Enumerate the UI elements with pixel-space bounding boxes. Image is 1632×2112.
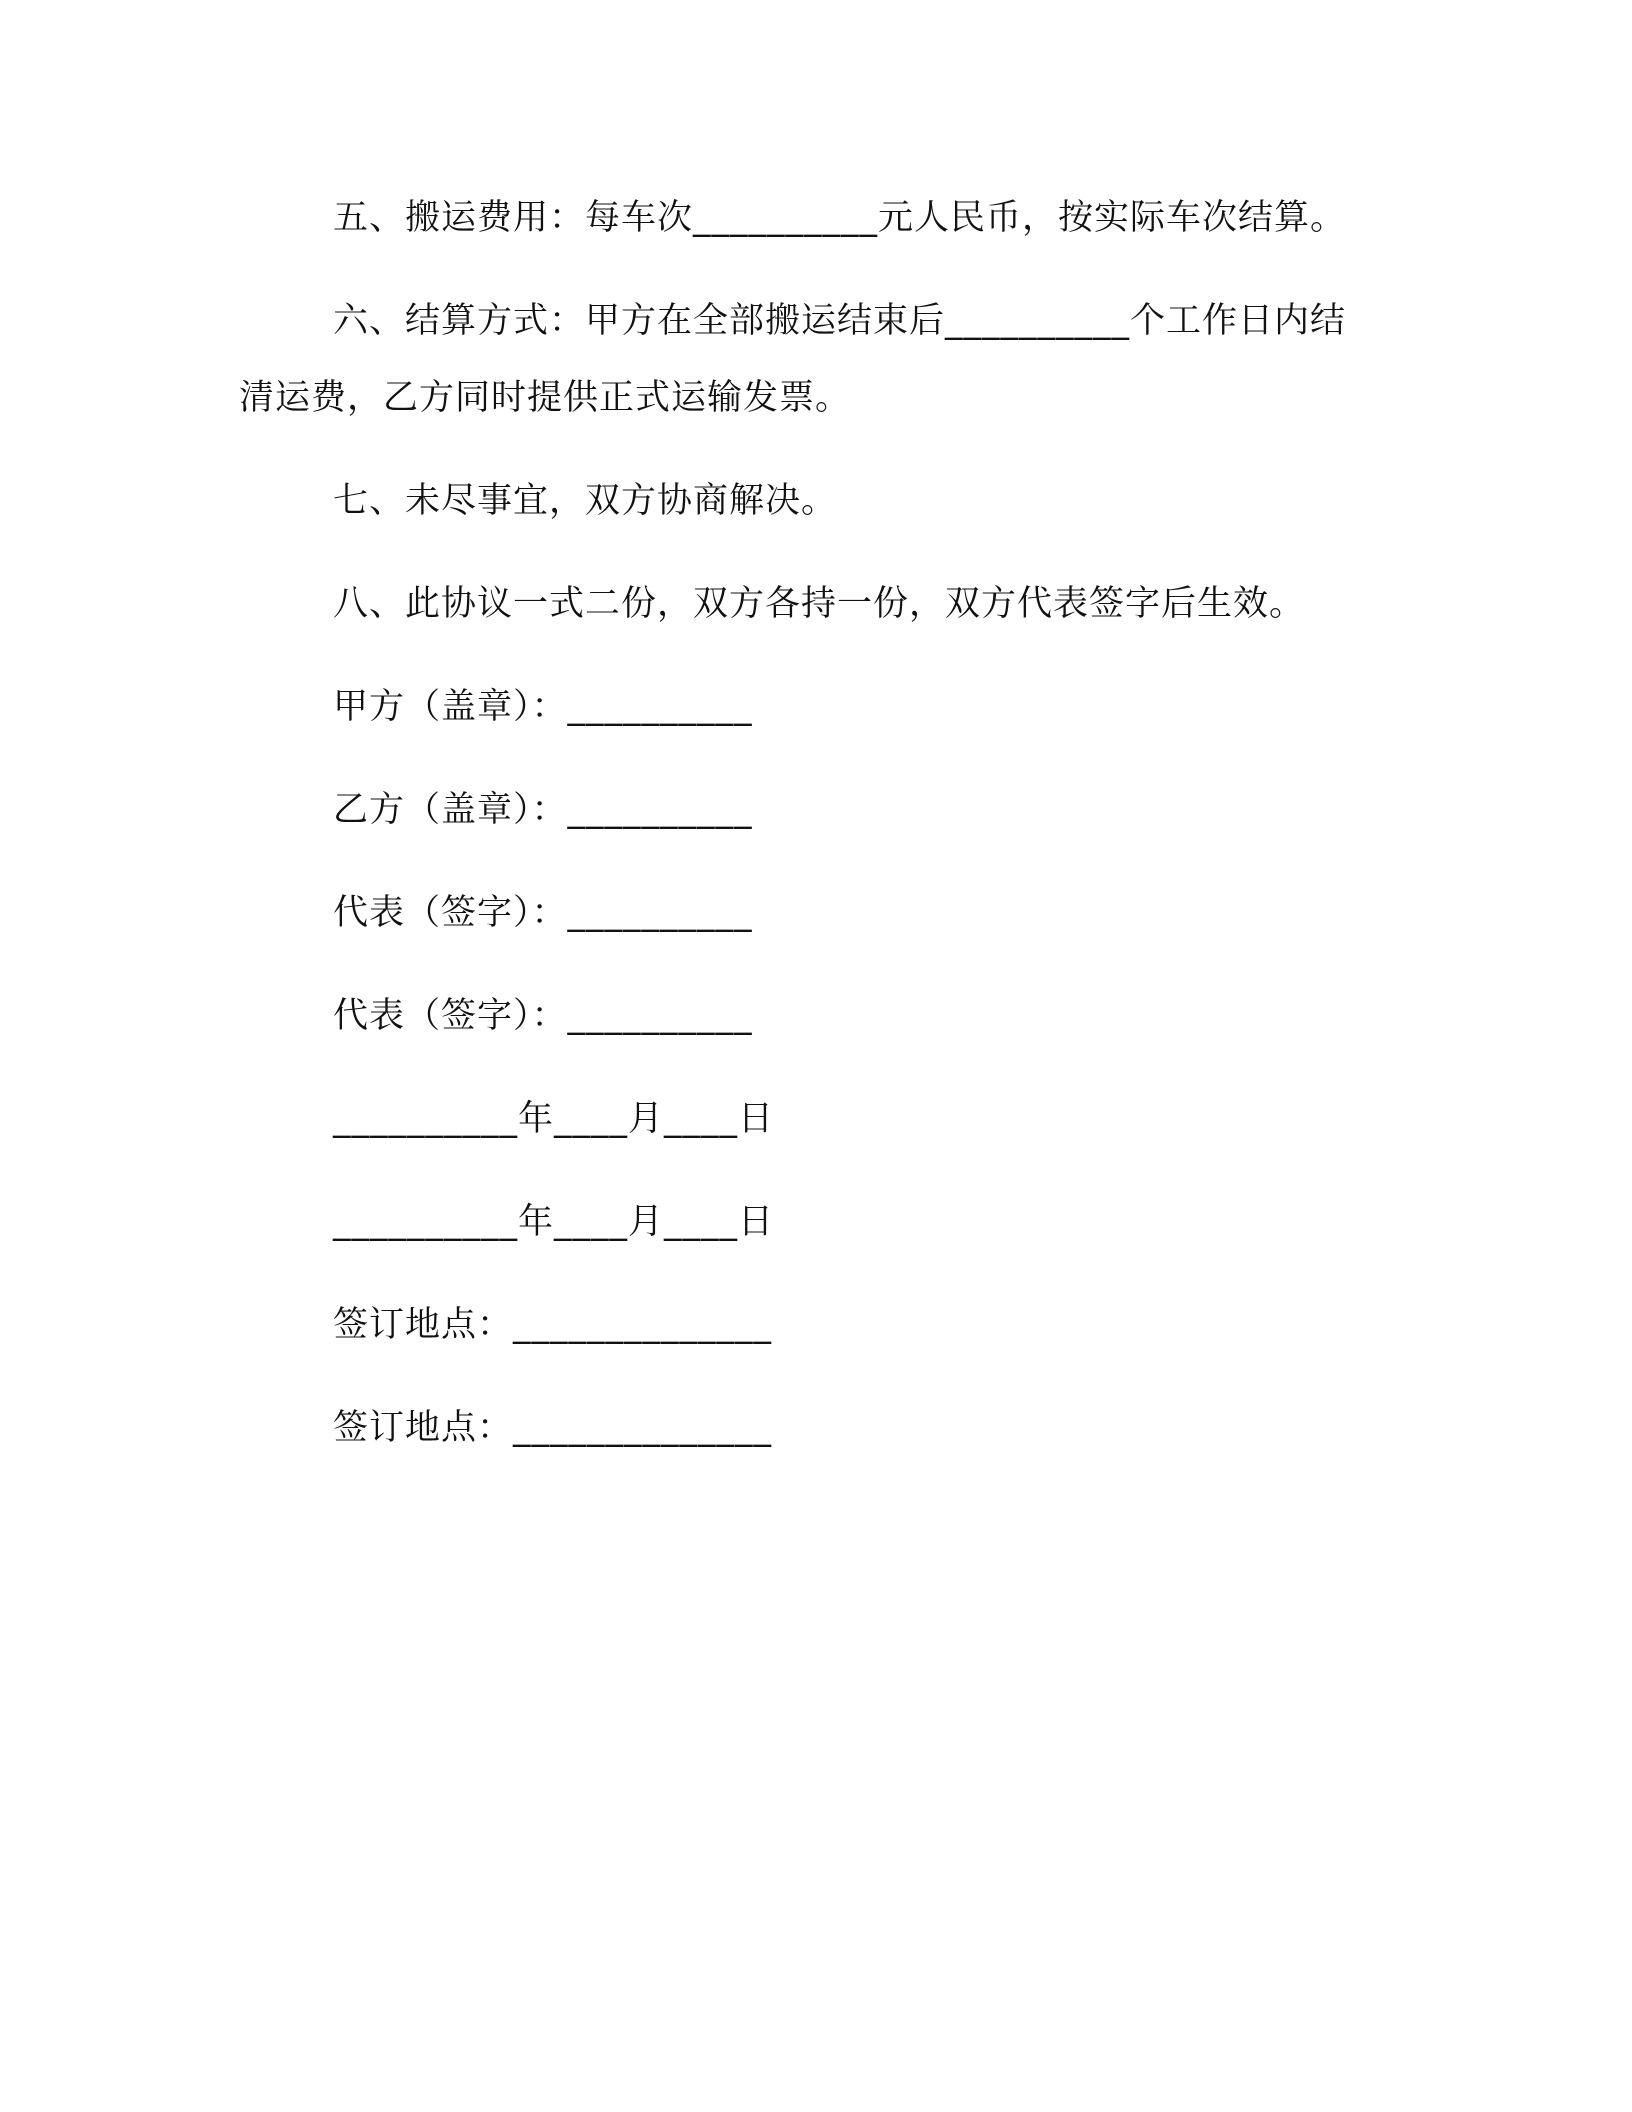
rep-a-signature-field: 代表（签字）：__________ bbox=[333, 893, 753, 933]
rep-b-signature-field: 代表（签字）：__________ bbox=[333, 996, 753, 1036]
date-field-a: __________年____月____日 bbox=[333, 1099, 775, 1139]
clause-fee: 五、搬运费用：每车次__________元人民币，按实际车次结算。 bbox=[333, 198, 1347, 238]
clause-copies: 八、此协议一式二份，双方各持一份，双方代表签字后生效。 bbox=[333, 584, 1306, 624]
clause-other: 七、未尽事宜，双方协商解决。 bbox=[333, 481, 838, 521]
date-field-b: __________年____月____日 bbox=[333, 1202, 775, 1242]
clause-settlement-line1: 六、结算方式：甲方在全部搬运结束后__________个工作日内结 bbox=[333, 301, 1347, 341]
signing-place-field-b: 签订地点：______________ bbox=[333, 1408, 773, 1448]
signing-place-field-a: 签订地点：______________ bbox=[333, 1305, 773, 1345]
party-a-seal-field: 甲方（盖章）：__________ bbox=[333, 687, 753, 727]
clause-settlement-line2: 清运费，乙方同时提供正式运输发票。 bbox=[239, 378, 852, 418]
party-b-seal-field: 乙方（盖章）：__________ bbox=[333, 790, 753, 830]
